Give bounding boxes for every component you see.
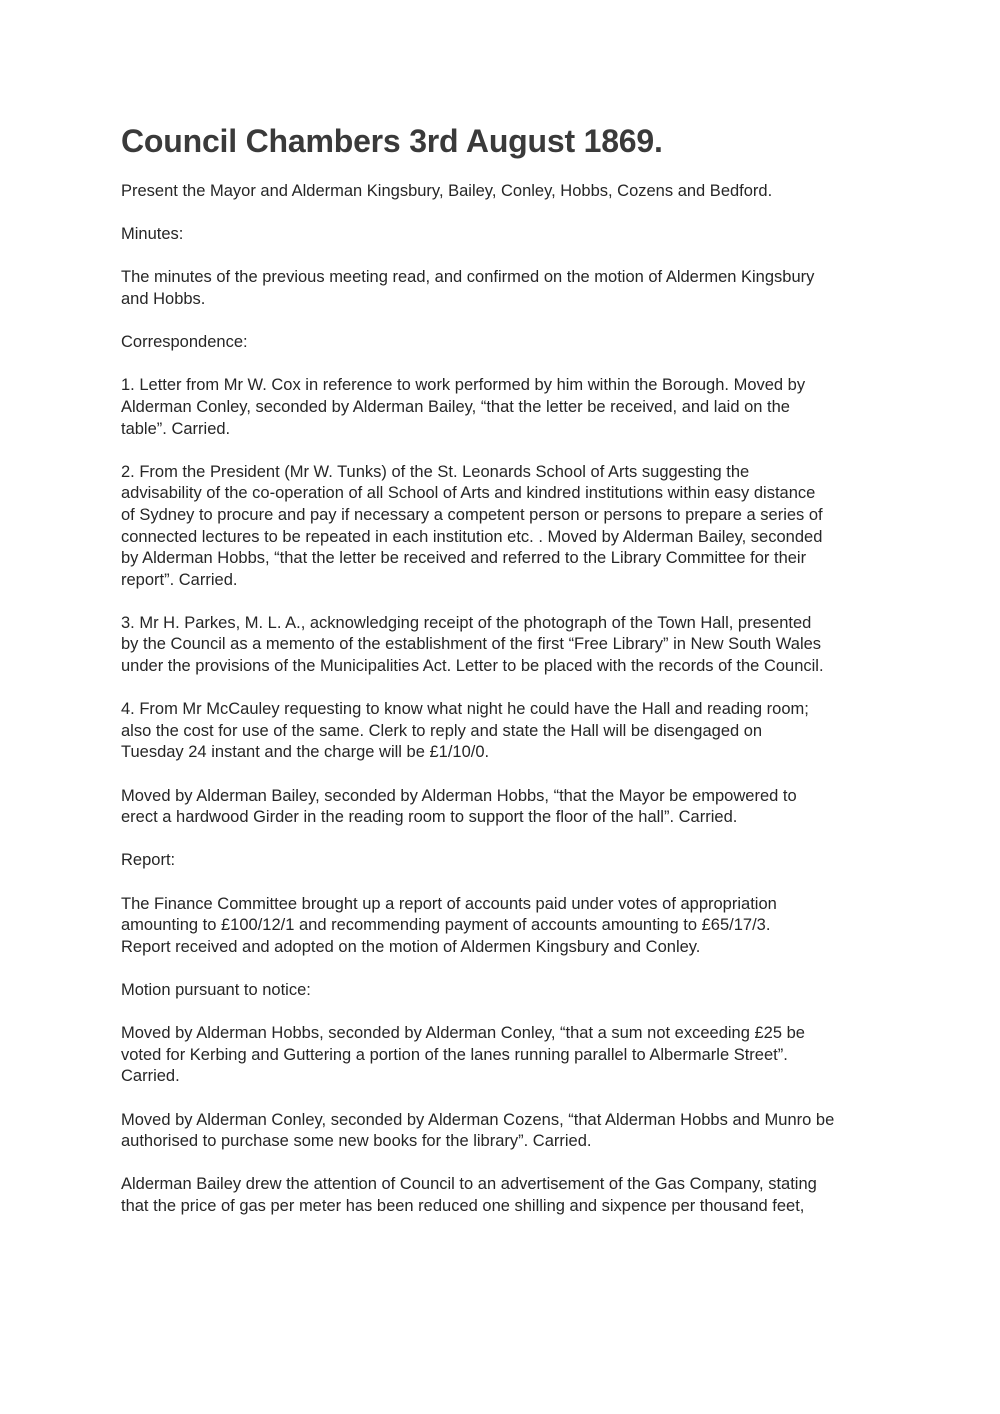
document-title: Council Chambers 3rd August 1869.: [121, 123, 663, 159]
text-line: voted for Kerbing and Guttering a portion of the lanes running parallel to Albermarle Street”.: [121, 1045, 788, 1064]
text-line: 1. Letter from Mr W. Cox in reference to work performed by him within the Borough. Moved by: [121, 376, 806, 395]
paragraph-motion-girder: [121, 786, 891, 829]
paragraph-report-body: [121, 894, 891, 959]
text-line: The Finance Committee brought up a report of accounts paid under votes of appropriation: [121, 894, 777, 913]
text-line: 4. From Mr McCauley requesting to know what night he could have the Hall and reading room;: [121, 700, 809, 719]
text-line: Present the Mayor and Alderman Kingsbury, Bailey, Conley, Hobbs, Cozens and Bedford.: [121, 182, 773, 200]
text-line: Motion pursuant to notice:: [121, 980, 311, 999]
document-body: [121, 181, 891, 1218]
text-line: under the provisions of the Municipalities Act. Letter to be placed with the records of the Council.: [121, 657, 824, 676]
paragraph-motion-notice-heading: [121, 980, 891, 1002]
paragraph-correspondence-heading: [121, 332, 891, 354]
text-line: amounting to £100/12/1 and recommending payment of accounts amounting to £65/17/3.: [121, 916, 771, 935]
text-line: and Hobbs.: [121, 289, 206, 308]
text-line: 3. Mr H. Parkes, M. L. A., acknowledging receipt of the photograph of the Town Hall, presented: [121, 613, 812, 632]
text-line: Alderman Bailey drew the attention of Council to an advertisement of the Gas Company, stating: [121, 1175, 817, 1194]
text-line: Report:: [121, 851, 176, 870]
document-page: [121, 121, 891, 1218]
text-line: by the Council as a memento of the establishment of the first “Free Library” in New South Wales: [121, 635, 822, 654]
text-line: table”. Carried.: [121, 419, 231, 438]
text-line: erect a hardwood Girder in the reading room to support the floor of the hall”. Carried.: [121, 808, 738, 827]
text-line: Tuesday 24 instant and the charge will be £1/10/0.: [121, 743, 490, 762]
text-line: also the cost for use of the same. Clerk to reply and state the Hall will be disengaged on: [121, 721, 763, 740]
text-line: 2. From the President (Mr W. Tunks) of the St. Leonards School of Arts suggesting the: [121, 462, 750, 481]
text-line: Carried.: [121, 1067, 180, 1086]
text-line: authorised to purchase some new books for the library”. Carried.: [121, 1132, 592, 1151]
paragraph-corr-1: [121, 375, 891, 440]
paragraph-gas-company: [121, 1174, 891, 1217]
text-line: Moved by Alderman Conley, seconded by Alderman Cozens, “that Alderman Hobbs and Munro be: [121, 1110, 835, 1129]
paragraph-minutes-body: [121, 267, 891, 310]
text-line: Moved by Alderman Bailey, seconded by Alderman Hobbs, “that the Mayor be empowered to: [121, 786, 797, 805]
text-line: by Alderman Hobbs, “that the letter be received and referred to the Library Committee for their: [121, 549, 807, 568]
paragraph-motion-books: [121, 1110, 891, 1153]
paragraph-corr-2: [121, 462, 891, 592]
paragraph-present: [121, 181, 891, 203]
text-line: of Sydney to procure and pay if necessary a competent person or persons to prepare a series of: [121, 505, 823, 524]
paragraph-corr-4: [121, 699, 891, 764]
text-line: Moved by Alderman Hobbs, seconded by Alderman Conley, “that a sum not exceeding £25 be: [121, 1024, 805, 1043]
text-line: Alderman Conley, seconded by Alderman Bailey, “that the letter be received, and laid on the: [121, 397, 790, 416]
text-line: The minutes of the previous meeting read, and confirmed on the motion of Aldermen Kingsbury: [121, 268, 815, 287]
text-line: Report received and adopted on the motion of Aldermen Kingsbury and Conley.: [121, 937, 701, 956]
paragraph-report-heading: [121, 850, 891, 872]
text-line: connected lectures to be repeated in each institution etc. . Moved by Alderman Bailey, seconded: [121, 527, 823, 546]
text-line: Minutes:: [121, 225, 184, 244]
paragraph-motion-kerbing: [121, 1023, 891, 1088]
text-line: advisability of the co-operation of all School of Arts and kindred institutions within easy distance: [121, 484, 816, 503]
paragraph-minutes-heading: [121, 224, 891, 246]
text-line: report”. Carried.: [121, 570, 238, 589]
text-line: Correspondence:: [121, 333, 248, 352]
paragraph-corr-3: [121, 613, 891, 678]
text-line: that the price of gas per meter has been reduced one shilling and sixpence per thousand feet,: [121, 1196, 805, 1215]
